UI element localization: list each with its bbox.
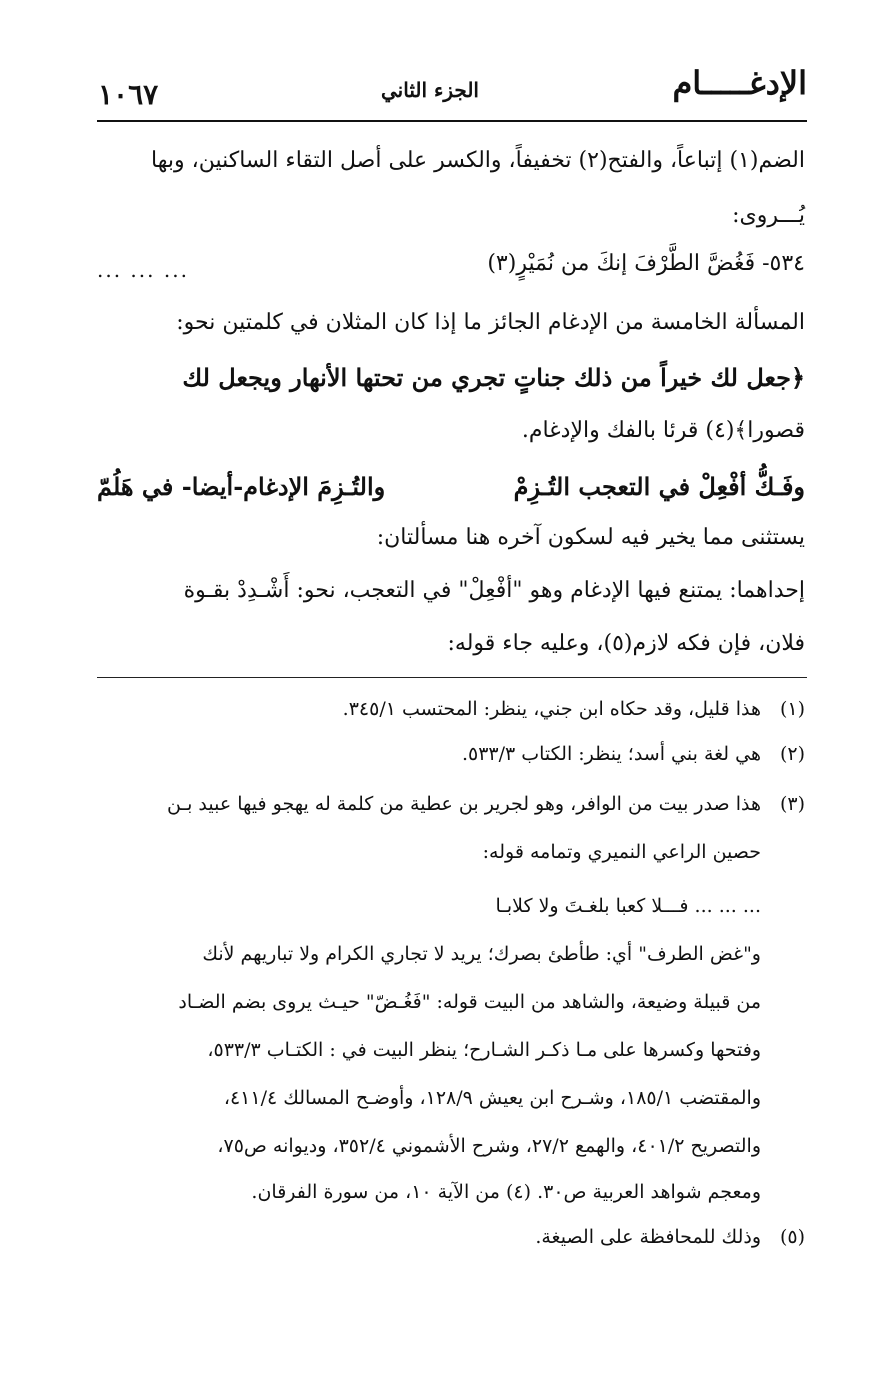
footnote-3-explanation-5: والتصريح ٤٠١/٢، والهمع ٢٧/٢، وشرح الأشموني ٣٥٢/٤، وديوانه ص٧٥، <box>217 1135 761 1157</box>
footnote-text: هذا قليل، وقد حكاه ابن جني، ينظر: المحتسب ٣٤٥/١. <box>342 698 761 720</box>
footnote-3-cont: حصين الراعي النميري وتمامه قوله: <box>482 841 761 863</box>
quran-quote-line-2: قصورا﴾(٤) قرئا بالفك والإدغام. <box>521 418 805 443</box>
footnote-3-explanation-1: و"غض الطرف" أي: طأطئ بصرك؛ يريد لا تجاري الكرام ولا تباريهم لأنك <box>202 943 761 965</box>
footnote-number: (٣) <box>779 793 805 815</box>
footnote-3-explanation-4: والمقتضب ١٨٥/١، وشـرح ابن يعيش ١٢٨/٩، وأوضـح المسالك ٤١١/٤، <box>223 1087 761 1109</box>
footnote-1 <box>85 700 805 719</box>
footnote-text: هي لغة بني أسد؛ ينظر: الكتاب ٥٣٣/٣. <box>461 743 761 765</box>
body-line-1: الضم(١) إتباعاً، والفتح(٢) تخفيفاً، والكسر على أصل التقاء الساكنين، وبها <box>151 148 805 173</box>
header-rule <box>97 120 807 122</box>
verse-534-dots: ... ... ... <box>97 258 189 282</box>
footnote-3-explanation-2: من قبيلة وضيعة، والشاهد من البيت قوله: "فَغُـضّ" حيـث يروى بضم الضـاد <box>178 991 761 1013</box>
volume-title: الجزء الثاني <box>381 78 479 102</box>
footnote-3 <box>85 795 805 814</box>
footnote-5 <box>85 1228 805 1247</box>
footnote-number: (٥) <box>779 1226 805 1248</box>
body-line-4: المسألة الخامسة من الإدغام الجائز ما إذا كان المثلان في كلمتين نحو: <box>176 310 805 335</box>
body-line-10: فلان، فإن فكه لازم(٥)، وعليه جاء قوله: <box>447 631 805 656</box>
footnote-rule <box>97 677 807 678</box>
page-number: ١٠٦٧ <box>98 78 159 111</box>
footnote-3-explanation-3: وفتحها وكسرها على مـا ذكـر الشـارح؛ ينظر البيت في : الكتـاب ٥٣٣/٣، <box>207 1039 761 1061</box>
footnote-text: وذلك للمحافظة على الصيغة. <box>535 1226 761 1248</box>
quran-quote-line-1: ﴿جعل لك خيراً من ذلك جناتٍ تجري من تحتها الأنهار ويجعل لك <box>182 363 805 392</box>
chapter-title: الإدغـــــام <box>672 64 807 102</box>
alfiyya-verse-right: وفَـكُّ أفْعِلْ في التعجب التُـزِمْ <box>513 472 805 501</box>
footnote-3-4-line: ومعجم شواهد العربية ص٣٠. (٤) من الآية ١٠، من سورة الفرقان. <box>251 1181 761 1203</box>
footnote-3-verse: ... ... ... فـــلا كعبا بلغـتَ ولا كلابـا <box>495 895 761 917</box>
verse-534: ٥٣٤- فَغُضَّ الطَّرْفَ إنكَ من نُمَيْرٍ(٣) <box>487 251 805 276</box>
body-line-9: إحداهما: يمتنع فيها الإدغام وهو "أفْعِلْ" في التعجب، نحو: أَشْـدِدْ بقـوة <box>183 578 805 603</box>
alfiyya-verse-left: والتُـزِمَ الإدغام-أيضا- في هَلُمّ <box>97 472 386 501</box>
footnote-number: (٢) <box>779 743 805 765</box>
body-line-2: يُـــروى: <box>732 203 805 228</box>
footnote-2 <box>85 745 805 764</box>
footnote-number: (١) <box>779 698 805 720</box>
footnote-text: هذا صدر بيت من الوافر، وهو لجرير بن عطية من كلمة له يهجو فيها عبيد بـن <box>167 793 761 815</box>
body-line-8: يستثنى مما يخير فيه لسكون آخره هنا مسألتان: <box>376 525 805 550</box>
